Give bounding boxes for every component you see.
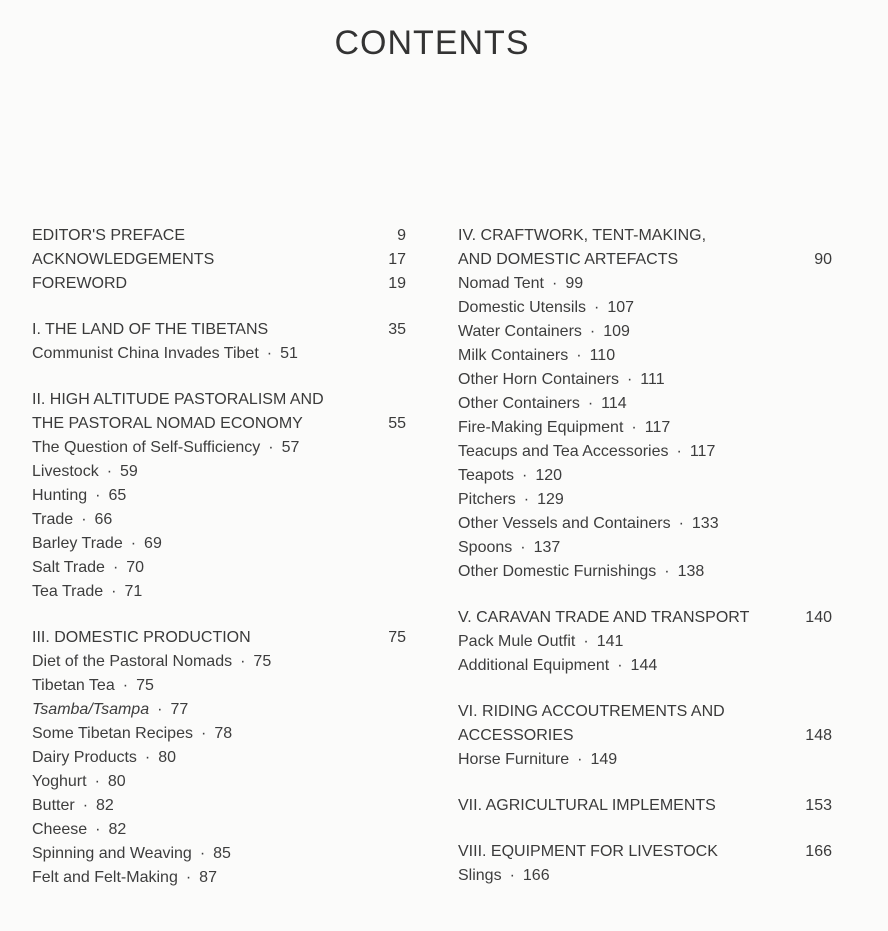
toc-section (32, 318, 406, 366)
entry-page-number: 57 (281, 439, 300, 456)
toc-chapter-entry (32, 248, 406, 272)
toc-subentry (32, 436, 406, 460)
entry-title: V. CARAVAN TRADE AND TRANSPORT (458, 609, 750, 626)
entry-page-number: 9 (397, 227, 406, 244)
toc-subentry (32, 722, 406, 746)
entry-title: Teacups and Tea Accessories (458, 443, 669, 460)
entry-page-number: 129 (537, 491, 564, 508)
entry-page-number: 35 (388, 321, 406, 338)
entry-separator: · (523, 491, 530, 508)
toc-subentry (32, 818, 406, 842)
entry-title: Spoons (458, 539, 513, 556)
entry-title: ACKNOWLEDGEMENTS (32, 251, 215, 268)
entry-title: The Question of Self-Sufficiency (32, 439, 261, 456)
entry-page-number: 82 (108, 821, 127, 838)
entry-page-number: 75 (253, 653, 272, 670)
toc-subentry (32, 794, 406, 818)
entry-page-number: 114 (601, 395, 627, 412)
entry-page-number: 144 (630, 657, 658, 674)
toc-subentry (458, 272, 832, 296)
toc-chapter-entry (32, 626, 406, 650)
entry-page-number: 70 (126, 559, 145, 576)
toc-right-column (458, 224, 832, 910)
entry-title: Domestic Utensils (458, 299, 587, 316)
entry-title: Other Horn Containers (458, 371, 619, 388)
entry-title: Livestock (32, 463, 99, 480)
toc-section (32, 224, 406, 296)
toc-chapter-entry (458, 224, 832, 248)
entry-title: Other Vessels and Containers (458, 515, 671, 532)
entry-title: I. THE LAND OF THE TIBETANS (32, 321, 269, 338)
toc-subentry (458, 864, 832, 888)
toc-subentry (458, 368, 832, 392)
entry-page-number: 80 (107, 773, 126, 790)
toc-chapter-entry (458, 724, 832, 748)
entry-title: Some Tibetan Recipes (32, 725, 193, 742)
entry-title: FOREWORD (32, 275, 128, 292)
entry-page-number: 140 (805, 609, 832, 626)
entry-title: Salt Trade (32, 559, 105, 576)
entry-title: VII. AGRICULTURAL IMPLEMENTS (458, 797, 716, 814)
toc-chapter-entry (458, 840, 832, 864)
entry-separator: · (144, 749, 151, 766)
entry-page-number: 82 (96, 797, 114, 814)
toc-subentry (32, 342, 406, 366)
entry-separator: · (112, 559, 119, 576)
entry-title: Nomad Tent (458, 275, 544, 292)
entry-title: Pitchers (458, 491, 516, 508)
toc-subentry (458, 416, 832, 440)
toc-subentry (32, 650, 406, 674)
entry-title: EDITOR'S PREFACE (32, 227, 186, 244)
entry-separator: · (551, 275, 558, 292)
entry-title: Diet of the Pastoral Nomads (32, 653, 233, 670)
toc-subentry (32, 460, 406, 484)
entry-title: Additional Equipment (458, 657, 610, 674)
toc-subentry (458, 320, 832, 344)
entry-separator: · (617, 657, 623, 674)
entry-page-number: 109 (603, 323, 630, 340)
entry-title: Slings (458, 867, 502, 884)
entry-page-number: 137 (533, 539, 561, 556)
entry-title: Dairy Products (32, 749, 137, 766)
toc-section (458, 840, 832, 888)
toc-subentry (458, 748, 832, 772)
toc-subentry (458, 392, 832, 416)
entry-title: Teapots (458, 467, 515, 484)
entry-page-number: 107 (607, 299, 635, 316)
toc-subentry (458, 488, 832, 512)
entry-separator: · (576, 347, 582, 364)
entry-title: Fire-Making Equipment (458, 419, 624, 436)
entry-page-number: 75 (388, 629, 406, 646)
entry-separator: · (589, 323, 596, 340)
toc-subentry (458, 464, 832, 488)
entry-page-number: 59 (120, 463, 138, 480)
entry-title: IV. CRAFTWORK, TENT-MAKING, (458, 227, 707, 244)
toc-chapter-entry (32, 318, 406, 342)
entry-page-number: 66 (94, 511, 113, 528)
toc-chapter-entry (458, 248, 832, 272)
entry-page-number: 85 (213, 845, 231, 862)
entry-title: Tsamba/Tsampa (32, 701, 150, 718)
entry-title: VI. RIDING ACCOUTREMENTS AND (458, 703, 725, 720)
entry-separator: · (95, 821, 101, 838)
toc-chapter-entry (458, 700, 832, 724)
entry-separator: · (240, 653, 246, 670)
entry-separator: · (520, 539, 526, 556)
toc-subentry (458, 440, 832, 464)
entry-page-number: 149 (590, 751, 618, 768)
entry-separator: · (157, 701, 163, 718)
entry-separator: · (583, 633, 589, 650)
entry-title: Spinning and Weaving (32, 845, 192, 862)
entry-title: Tea Trade (32, 583, 104, 600)
entry-title: Communist China Invades Tibet (32, 345, 259, 362)
entry-title: II. HIGH ALTITUDE PASTORALISM AND (32, 391, 324, 408)
page-title: CONTENTS (334, 24, 530, 62)
entry-page-number: 110 (589, 347, 616, 364)
entry-page-number: 78 (214, 725, 233, 742)
entry-page-number: 65 (108, 487, 127, 504)
entry-separator: · (95, 487, 101, 504)
entry-page-number: 55 (388, 415, 406, 432)
entry-separator: · (631, 419, 637, 436)
entry-separator: · (268, 439, 274, 456)
entry-page-number: 87 (199, 869, 217, 886)
entry-title: Trade (32, 511, 74, 528)
entry-separator: · (200, 725, 207, 742)
toc-section (32, 388, 406, 604)
entry-separator: · (82, 797, 89, 814)
toc-chapter-entry (32, 412, 406, 436)
entry-page-number: 71 (124, 583, 143, 600)
entry-page-number: 117 (644, 419, 671, 436)
toc-section (458, 606, 832, 678)
toc-subentry (458, 536, 832, 560)
entry-separator: · (626, 371, 633, 388)
toc-subentry (458, 344, 832, 368)
toc-subentry (458, 296, 832, 320)
entry-separator: · (266, 345, 273, 362)
entry-separator: · (522, 467, 528, 484)
toc-section (458, 794, 832, 818)
entry-page-number: 153 (805, 797, 832, 814)
entry-page-number: 166 (522, 867, 550, 884)
toc-left-column (32, 224, 406, 912)
entry-page-number: 111 (640, 371, 665, 388)
toc-subentry (32, 866, 406, 890)
entry-title: Felt and Felt-Making (32, 869, 178, 886)
entry-separator: · (111, 583, 117, 600)
entry-page-number: 148 (805, 727, 832, 744)
entry-separator: · (199, 845, 206, 862)
entry-separator: · (94, 773, 100, 790)
entry-page-number: 117 (689, 443, 716, 460)
entry-title: Horse Furniture (458, 751, 570, 768)
entry-page-number: 141 (596, 633, 624, 650)
toc-subentry (32, 532, 406, 556)
entry-page-number: 69 (144, 535, 162, 552)
entry-page-number: 77 (170, 701, 189, 718)
toc-subentry (32, 674, 406, 698)
toc-subentry (32, 580, 406, 604)
toc-section (458, 700, 832, 772)
entry-page-number: 80 (158, 749, 177, 766)
entry-page-number: 51 (280, 345, 298, 362)
entry-title: Butter (32, 797, 75, 814)
entry-separator: · (577, 751, 583, 768)
toc-chapter-entry (32, 224, 406, 248)
toc-subentry (458, 654, 832, 678)
toc-section (32, 626, 406, 890)
entry-separator: · (122, 677, 129, 694)
entry-title: Barley Trade (32, 535, 123, 552)
toc-subentry (32, 484, 406, 508)
entry-title: Milk Containers (458, 347, 569, 364)
toc-subentry (458, 512, 832, 536)
entry-page-number: 19 (388, 275, 406, 292)
entry-separator: · (594, 299, 600, 316)
toc-chapter-entry (458, 794, 832, 818)
entry-title: Cheese (32, 821, 88, 838)
toc-chapter-entry (32, 388, 406, 412)
entry-separator: · (106, 463, 113, 480)
entry-separator: · (130, 535, 137, 552)
toc-subentry (32, 508, 406, 532)
entry-title: Water Containers (458, 323, 582, 340)
toc-subentry (458, 630, 832, 654)
entry-separator: · (678, 515, 684, 532)
toc-section (458, 224, 832, 584)
entry-separator: · (185, 869, 192, 886)
toc-subentry (458, 560, 832, 584)
entry-title: III. DOMESTIC PRODUCTION (32, 629, 251, 646)
entry-page-number: 99 (565, 275, 584, 292)
entry-title: Yoghurt (32, 773, 87, 790)
toc-chapter-entry (458, 606, 832, 630)
entry-page-number: 120 (535, 467, 563, 484)
entry-page-number: 138 (677, 563, 705, 580)
entry-separator: · (509, 867, 515, 884)
entry-title: ACCESSORIES (458, 727, 574, 744)
entry-separator: · (676, 443, 682, 460)
entry-separator: · (664, 563, 670, 580)
entry-title: Tibetan Tea (32, 677, 115, 694)
entry-title: Other Domestic Furnishings (458, 563, 657, 580)
entry-page-number: 133 (691, 515, 719, 532)
entry-title: VIII. EQUIPMENT FOR LIVESTOCK (458, 843, 718, 860)
entry-page-number: 166 (805, 843, 832, 860)
entry-title: AND DOMESTIC ARTEFACTS (458, 251, 679, 268)
entry-title: Other Containers (458, 395, 580, 412)
toc-subentry (32, 842, 406, 866)
toc-subentry (32, 698, 406, 722)
entry-title: Pack Mule Outfit (458, 633, 576, 650)
entry-title: THE PASTORAL NOMAD ECONOMY (32, 415, 303, 432)
toc-subentry (32, 556, 406, 580)
entry-page-number: 90 (814, 251, 832, 268)
entry-separator: · (81, 511, 87, 528)
toc-subentry (32, 770, 406, 794)
entry-separator: · (587, 395, 594, 412)
toc-chapter-entry (32, 272, 406, 296)
entry-page-number: 17 (388, 251, 406, 268)
entry-page-number: 75 (136, 677, 154, 694)
entry-title: Hunting (32, 487, 88, 504)
toc-subentry (32, 746, 406, 770)
